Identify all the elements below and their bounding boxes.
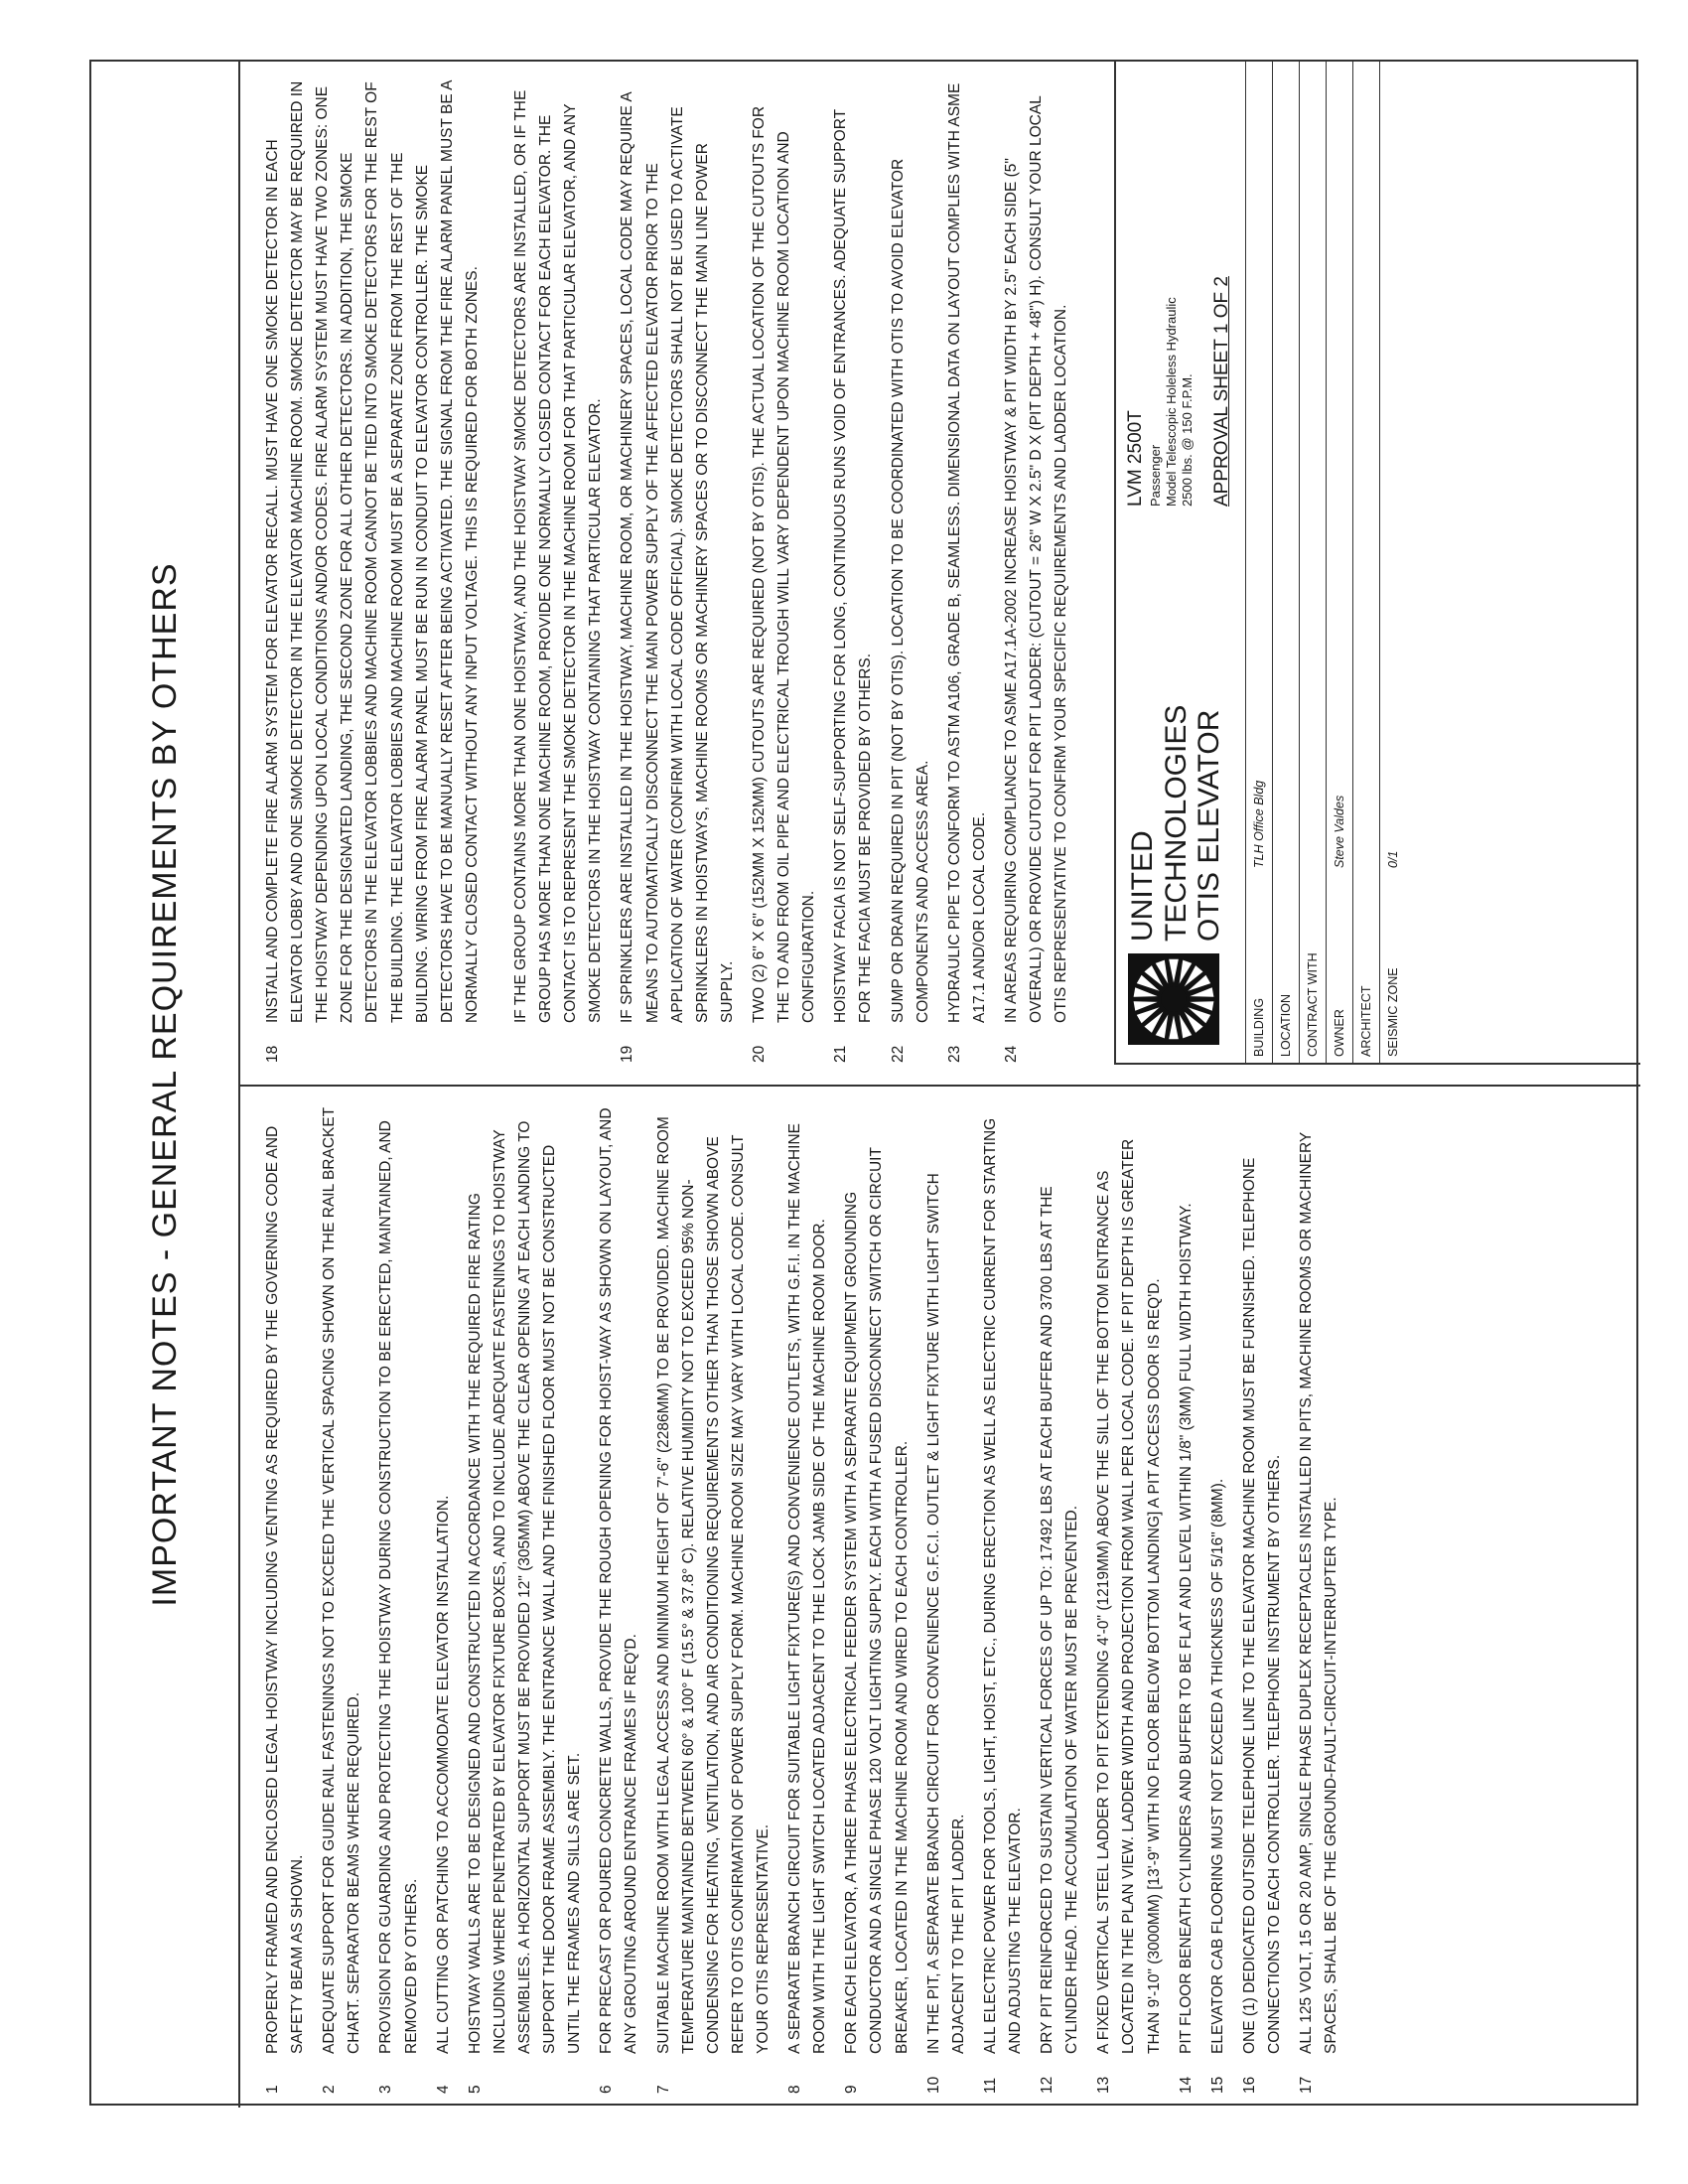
model-info	[1124, 297, 1196, 507]
note-text: IN AREAS REQUIRING COMPLIANCE TO ASME A17.1A-2002 INCREASE HOISTWAY & PIT WIDTH BY 2.5" EACH SIDE (5" OVERALL) OR PROVIDE CUTOUT FOR PIT LADDER: (CUTOUT = 26" W X 2.5" D X (PIT DEPTH + 48") H). CONSULT YOUR LOCAL OTIS REPRESENTATIVE TO CONFIRM YOUR SPECIFIC REQUIREMENTS AND LADDER LOCATION.	[1002, 95, 1070, 1023]
note-item	[260, 1104, 310, 2094]
note-item	[431, 1104, 456, 2094]
note-text: PIT FLOOR BENEATH CYLINDERS AND BUFFER TO BE FLAT AND LEVEL WITHIN 1/8" (3MM) FULL WIDTH HOISTWAY.	[1177, 1203, 1195, 2054]
approval-sheet-label: APPROVAL SHEET 1 OF 2	[1211, 276, 1232, 507]
note-number: 24	[1002, 1045, 1020, 1063]
title-block-row	[1379, 62, 1406, 1063]
note-number: 15	[1208, 2076, 1226, 2094]
note-number: 17	[1298, 2076, 1316, 2094]
company-name	[1126, 705, 1226, 942]
field-label: ARCHITECT	[1359, 985, 1373, 1057]
note-number: 1	[264, 2085, 281, 2094]
note-item	[839, 1104, 914, 2094]
note-number: 4	[434, 2085, 452, 2094]
note-number: 12	[1039, 2076, 1056, 2094]
note-number: 8	[786, 2085, 804, 2094]
company-line: OTIS ELEVATOR	[1193, 709, 1226, 942]
note-text: PROPERLY FRAMED AND ENCLOSED LEGAL HOISTWAY INCLUDING VENTING AS REQUIRED BY THE GOVERNING CODE AND SAFETY BEAM AS SHOWN.	[264, 1125, 307, 2054]
note-number: 14	[1177, 2076, 1195, 2094]
note-paragraph: IF THE GROUP CONTAINS MORE THAN ONE HOISTWAY, AND THE HOISTWAY SMOKE DETECTORS ARE INSTALLED, OR IF THE GROUP HAS MORE THAN ONE MACHINE ROOM, PROVIDE ONE NORMALLY CLOSED CONTACT FOR EACH ELEVATOR. THE CONTACT IS TO REPRESENT THE SMOKE DETECTOR IN THE MACHINE ROOM FOR THAT PARTICULAR ELEVATOR, AND ANY SMOKE DETECTORS IN THE HOISTWAY CONTAINING THAT PARTICULAR ELEVATOR.	[511, 89, 605, 1023]
title-block-row	[1272, 62, 1299, 1063]
field-value: 0/1	[1386, 850, 1400, 868]
note-number: 21	[832, 1045, 850, 1063]
model-type: Passenger	[1147, 444, 1163, 507]
model-capacity: 2500 lbs. @ 150 F.P.M.	[1180, 373, 1196, 507]
note-text: PROVISION FOR GUARDING AND PROTECTING THE HOISTWAY DURING CONSTRUCTION TO BE ERECTED, MAINTAINED, AND REMOVED BY OTHERS.	[377, 1120, 420, 2054]
title-block-row	[1352, 62, 1379, 1063]
note-item	[373, 1104, 423, 2094]
field-label: SEISMIC ZONE	[1386, 967, 1400, 1057]
note-number: 16	[1240, 2076, 1258, 2094]
note-item	[999, 79, 1073, 1063]
note-text: HYDRAULIC PIPE TO CONFORM TO ASTM A106, GRADE B, SEAMLESS. DIMENSIONAL DATA ON LAYOUT COMPLIES WITH ASME A17.1 AND/OR LOCAL CODE.	[945, 82, 988, 1023]
note-item	[1237, 1104, 1287, 2094]
model-description: Model Telescopic Holeless Hydraulic	[1164, 297, 1179, 507]
note-item	[886, 79, 935, 1063]
note-number: 7	[654, 2085, 672, 2094]
note-text: A FIXED VERTICAL STEEL LADDER TO PIT EXTENDING 4'-0" (1219MM) ABOVE THE SILL OF THE BOTTOM ENTRANCE AS LOCATED IN THE PLAN VIEW. LADDER WIDTH AND PROJECTION FROM WALL PER LOCAL CODE. IF PIT DEPTH IS GREATER THAN 9'-10" (3000MM) [13'-9" WITH NO FLOOR BELOW BOTTOM LANDING] A PIT ACCESS DOOR IS REQ'D.	[1095, 1138, 1163, 2054]
note-text: A SEPARATE BRANCH CIRCUIT FOR SUITABLE LIGHT FIXTURE(S) AND CONVENIENCE OUTLETS, WITH G.F.I. IN THE MACHINE ROOM WITH THE LIGHT SWITCH LOCATED ADJACENT TO THE LOCK JAMB SIDE OF THE MACHINE ROOM DOOR.	[786, 1122, 829, 2054]
note-item	[1035, 1104, 1084, 2094]
note-item	[594, 1104, 643, 2094]
model-name: LVM 2500T	[1125, 410, 1146, 507]
note-text: FOR EACH ELEVATOR, A THREE PHASE ELECTRICAL FEEDER SYSTEM WITH A SEPARATE EQUIPMENT GROUNDING CONDUCTOR AND A SINGLE PHASE 120 VOLT LIGHTING SUPPLY. EACH WITH A FUSED DISCONNECT SWITCH OR CIRCUIT BREAKER, LOCATED IN THE MACHINE ROOM AND WIRED TO EACH CONTROLLER.	[843, 1147, 911, 2054]
note-text: IF SPRINKLERS ARE INSTALLED IN THE HOISTWAY, MACHINE ROOM, OR MACHINERY SPACES, LOCAL CODE MAY REQUIRE A MEANS TO AUTOMATICALLY DISCONNECT THE MAIN POWER SUPPLY OF THE AFFECTED ELEVATOR PRIOR TO THE APPLICATION OF WATER (CONFIRM WITH LOCAL CODE OFFICIAL). SMOKE DETECTORS SHALL NOT BE USED TO ACTIVATE SPRINKLERS IN HOISTWAYS, MACHINE ROOMS OR MACHINERY SPACES OR TO DISCONNECT THE MAIN LINE POWER SUPPLY.	[619, 92, 736, 1023]
note-item	[782, 1104, 832, 2094]
notes-column-left	[240, 1085, 1640, 2108]
note-number: 3	[377, 2085, 395, 2094]
note-item	[651, 1104, 776, 2094]
note-number: 9	[843, 2085, 861, 2094]
note-text: ALL CUTTING OR PATCHING TO ACCOMMODATE ELEVATOR INSTALLATION.	[434, 1495, 452, 2054]
note-item	[747, 79, 821, 1063]
otis-logo-icon	[1128, 951, 1219, 1047]
note-text: ALL 125 VOLT, 15 OR 20 AMP, SINGLE PHASE DUPLEX RECEPTACLES INSTALLED IN PITS, MACHINE ROOMS OR MACHINERY SPACES, SHALL BE OF THE GROUND-FAULT-CIRCUIT-INTERRUPTER TYPE.	[1298, 1132, 1340, 2054]
note-item	[1174, 1104, 1198, 2094]
note-item	[921, 1104, 971, 2094]
field-label: LOCATION	[1279, 994, 1293, 1057]
title-block	[1114, 62, 1640, 1065]
note-number: 5	[466, 2085, 484, 2094]
sheet-title: IMPORTANT NOTES - GENERAL REQUIREMENTS BY OTHERS	[91, 62, 240, 2108]
note-item	[1294, 1104, 1343, 2094]
note-text: ELEVATOR CAB FLOORING MUST NOT EXCEED A THICKNESS OF 5/16" (8MM).	[1208, 1478, 1226, 2054]
note-text: SUITABLE MACHINE ROOM WITH LEGAL ACCESS AND MINIMUM HEIGHT OF 7'-6" (2286MM) TO BE PROVIDED. MACHINE ROOM TEMPERATURE MAINTAINED BETWEEN 60° & 100° F (15.5° & 37.8° C). RELATIVE HUMIDITY NOT TO EXCEED 95% NON-CONDENSING FOR HEATING, VENTILATION, AND AIR CONDITIONING REQUIREMENTS OTHER THAN THOSE SHOWN ABOVE REFER TO OTIS CONFIRMATION OF POWER SUPPLY FORM. MACHINE ROOM SIZE MAY VARY WITH LOCAL CODE. CONSULT YOUR OTIS REPRESENTATIVE.	[654, 1116, 772, 2054]
note-text: FOR PRECAST OR POURED CONCRETE WALLS, PROVIDE THE ROUGH OPENING FOR HOIST-WAY AS SHOWN ON LAYOUT, AND ANY GROUTING AROUND ENTRANCE FRAMES IF REQ'D.	[598, 1107, 640, 2054]
company-line: TECHNOLOGIES	[1159, 704, 1193, 942]
field-label: CONTRACT WITH	[1306, 952, 1320, 1057]
title-block-header	[1116, 62, 1245, 1063]
notes-list-right	[615, 79, 1073, 1063]
note-item	[1205, 1104, 1230, 2094]
note-paragraph: INSTALL AND COMPLETE FIRE ALARM SYSTEM FOR ELEVATOR RECALL. MUST HAVE ONE SMOKE DETECTOR IN EACH ELEVATOR LOBBY AND ONE SMOKE DETECTOR IN THE ELEVATOR MACHINE ROOM. SMOKE DETECTOR MAY BE REQUIRED IN THE HOISTWAY DEPENDING UPON LOCAL CONDITIONS AND/OR CODES. FIRE ALARM SYSTEM MUST HAVE TWO ZONES: ONE ZONE FOR THE DESIGNATED LANDING, THE SECOND ZONE FOR ALL OTHER DETECTORS. IN ADDITION, THE SMOKE DETECTORS IN THE ELEVATOR LOBBIES AND MACHINE ROOM CANNOT BE TIED INTO SMOKE DETECTORS FOR THE REST OF THE BUILDING. THE ELEVATOR LOBBIES AND MACHINE ROOM MUST BE A SEPARATE ZONE FROM THE REST OF THE BUILDING. WIRING FROM FIRE ALARM PANEL MUST BE RUN IN CONDUIT TO ELEVATOR CONTROLLER. THE SMOKE DETECTORS HAVE TO BE MANUALLY RESET AFTER BEING ACTIVATED. THE SIGNAL FROM THE FIRE ALARM PANEL MUST BE A NORMALLY CLOSED CONTACT WITHOUT ANY INPUT VOLTAGE. THIS IS REQUIRED FOR BOTH ZONES.	[264, 80, 481, 1023]
note-text	[260, 79, 608, 1023]
title-block-row	[1245, 62, 1272, 1063]
title-block-fields	[1245, 62, 1406, 1063]
note-number: 6	[598, 2085, 616, 2094]
rotated-sheet-content	[91, 62, 1640, 2108]
drawing-sheet	[89, 60, 1638, 2106]
note-text: IN THE PIT, A SEPARATE BRANCH CIRCUIT FOR CONVENIENCE G.F.C.I. OUTLET & LIGHT FIXTURE WITH LIGHT SWITCH ADJACENT TO THE PIT LADDER.	[924, 1173, 967, 2054]
company-line: UNITED	[1126, 830, 1159, 942]
note-item	[615, 79, 740, 1063]
note-number: 13	[1095, 2076, 1113, 2094]
note-text: DRY PIT REINFORCED TO SUSTAIN VERTICAL FORCES OF UP TO: 17492 LBS AT EACH BUFFER AND 3700 LBS AT THE CYLINDER HEAD. THE ACCUMULATION OF WATER MUST BE PREVENTED.	[1039, 1186, 1081, 2054]
note-number: 2	[321, 2085, 339, 2094]
note-number: 19	[619, 1045, 636, 1063]
note-number: 18	[264, 1045, 281, 1063]
note-text: HOISTWAY WALLS ARE TO BE DESIGNED AND CONSTRUCTED IN ACCORDANCE WITH THE REQUIRED FIRE RATING INCLUDING WHERE PENETRATED BY ELEVATOR FIXTURE BOXES, AND TO INCLUDE ADEQUATE FASTENINGS TO HOISTWAY ASSEMBLIES. A HORIZONTAL SUPPORT MUST BE PROVIDED 12" (305MM) ABOVE THE CLEAR OPENING AT EACH LANDING TO SUPPORT THE DOOR FRAME ASSEMBLY. THE ENTRANCE WALL AND THE FINISHED FLOOR MUST NOT BE CONSTRUCTED UNTIL THE FRAMES AND SILLS ARE SET.	[466, 1120, 584, 2054]
note-number: 11	[981, 2077, 999, 2094]
note-item	[317, 1104, 366, 2094]
note-text: SUMP OR DRAIN REQUIRED IN PIT (NOT BY OTIS). LOCATION TO BE COORDINATED WITH OTIS TO AVOID ELEVATOR COMPONENTS AND ACCESS AREA.	[889, 158, 931, 1023]
note-item	[260, 79, 608, 1063]
field-label: BUILDING	[1252, 997, 1266, 1057]
note-text: ALL ELECTRIC POWER FOR TOOLS, LIGHT, HOIST, ETC., DURING ERECTION AS WELL AS ELECTRIC CURRENT FOR STARTING AND ADJUSTING THE ELEVATOR.	[981, 1117, 1024, 2054]
note-item	[1091, 1104, 1166, 2094]
title-block-row	[1299, 62, 1326, 1063]
note-text: ONE (1) DEDICATED OUTSIDE TELEPHONE LINE TO THE ELEVATOR MACHINE ROOM MUST BE FURNISHED. TELEPHONE CONNECTIONS TO EACH CONTROLLER. TELEPHONE INSTRUMENT BY OTHERS.	[1240, 1157, 1283, 2054]
note-text: HOISTWAY FACIA IS NOT SELF-SUPPORTING FOR LONG, CONTINUOUS RUNS VOID OF ENTRANCES. ADEQUATE SUPPORT FOR THE FACIA MUST BE PROVIDED BY OTHERS.	[832, 109, 875, 1023]
note-item	[978, 1104, 1028, 2094]
field-value: TLH Office Bldg	[1252, 780, 1266, 868]
title-block-row	[1326, 62, 1352, 1063]
note-item	[828, 79, 878, 1063]
note-text: ADEQUATE SUPPORT FOR GUIDE RAIL FASTENINGS NOT TO EXCEED THE VERTICAL SPACING SHOWN ON THE RAIL BRACKET CHART. SEPARATOR BEAMS WHERE REQUIRED.	[321, 1107, 363, 2054]
field-value: Steve Valdes	[1333, 795, 1346, 868]
note-item	[463, 1104, 588, 2094]
note-item	[942, 79, 992, 1063]
note-number: 10	[924, 2076, 942, 2094]
note-number: 23	[945, 1045, 963, 1063]
note-number: 20	[750, 1045, 768, 1063]
note-number: 22	[889, 1045, 907, 1063]
note-text: TWO (2) 6" X 6" (152MM X 152MM) CUTOUTS ARE REQUIRED (NOT BY OTIS). THE ACTUAL LOCATION OF THE CUTOUTS FOR THE TO AND FROM OIL PIPE AND ELECTRICAL TROUGH WILL VARY DEPENDENT UPON MACHINE ROOM LOCATION AND CONFIGURATION.	[750, 105, 818, 1023]
field-label: OWNER	[1333, 1009, 1346, 1057]
